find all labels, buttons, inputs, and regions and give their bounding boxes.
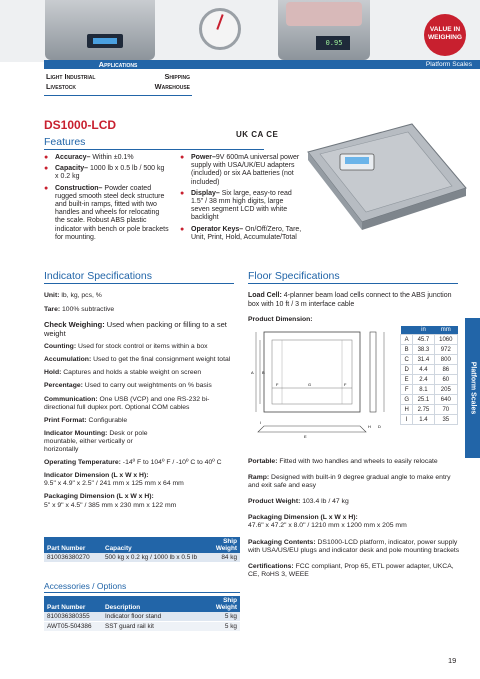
feature-capacity: ● Capacity– 1000 lb x 0.5 lb / 500 kg x 0.2 kg bbox=[44, 165, 169, 181]
svg-text:H: H bbox=[368, 424, 371, 429]
table-row bbox=[44, 622, 240, 632]
feature-construction: ● Construction– Powder coated rugged smooth steel deck structure and built-in ramps, fitted with two handles and wheels for relocating the scale. Robust ABS plastic indicator with bench or pole brackets for mounting. bbox=[44, 185, 169, 242]
applications-box bbox=[44, 60, 192, 96]
features-left bbox=[44, 154, 169, 245]
application-shipping: Shipping bbox=[164, 72, 190, 81]
floor-rule bbox=[248, 283, 458, 284]
spec-portable: Portable: Fitted with two handles and wheels to easily relocate bbox=[248, 458, 438, 465]
dim-letter: C bbox=[401, 355, 413, 365]
dim-inches: 31.4 bbox=[413, 355, 434, 365]
dim-letter: H bbox=[401, 405, 413, 415]
application-livestock: Livestock bbox=[46, 82, 76, 91]
part-number-table bbox=[44, 537, 240, 563]
spec-ramp: Ramp: Designed with built-in 9 degree gradual angle to make entry and exit safe and easy bbox=[248, 474, 451, 490]
load-cell-spec: Load Cell: 4-planner beam load cells connect to the ABS junction box with 10 ft / 3 m interface cable bbox=[248, 292, 452, 308]
spec-print-format: Print Format: Configurable bbox=[44, 416, 128, 424]
svg-text:A: A bbox=[251, 370, 254, 375]
spec-operating-temperature: Operating Temperature: -14º F to 104º F / -10º C to 40º C bbox=[44, 459, 222, 467]
side-tab-label: Platform Scales bbox=[469, 361, 477, 415]
dim-letter: E bbox=[401, 375, 413, 385]
features-right bbox=[180, 154, 302, 245]
dim-mm: 800 bbox=[434, 355, 457, 365]
table-row bbox=[401, 345, 458, 355]
header-photos bbox=[0, 0, 480, 62]
feature-display: ● Display– Six large, easy-to read 1.5" / 38 mm high digits, large seven segment LCD with white backlight bbox=[180, 190, 302, 223]
accessory-description: SST guard rail kit bbox=[102, 622, 210, 632]
floor-specs bbox=[248, 458, 460, 579]
dim-inches: 4.4 bbox=[413, 365, 434, 375]
dim-inches: 1.4 bbox=[413, 415, 434, 425]
dim-mm: 70 bbox=[434, 405, 457, 415]
counting-scale-photo bbox=[278, 0, 370, 60]
table-row bbox=[401, 365, 458, 375]
features-title: Features bbox=[44, 136, 86, 148]
table-row bbox=[401, 405, 458, 415]
svg-text:E: E bbox=[304, 434, 307, 439]
table-row bbox=[401, 395, 458, 405]
dim-letter: G bbox=[401, 395, 413, 405]
platform-scale-photo bbox=[45, 0, 155, 60]
value-badge bbox=[424, 14, 466, 56]
dim-inches: 2.4 bbox=[413, 375, 434, 385]
dim-header-mm: mm bbox=[434, 326, 457, 335]
spec-check-weighing: Check Weighing: Used when packing or filling to a set weight bbox=[44, 320, 227, 339]
product-image bbox=[300, 118, 470, 238]
accessory-description: Indicator floor stand bbox=[102, 612, 210, 622]
spec-percentage: Percentage: Used to carry out weightments on % basis bbox=[44, 382, 212, 390]
accessory-weight: 5 kg bbox=[210, 622, 240, 632]
dim-mm: 972 bbox=[434, 345, 457, 355]
svg-text:D: D bbox=[378, 424, 381, 429]
section-tag-label: Platform Scales bbox=[425, 61, 472, 68]
feature-power: ● Power–9V 600mA universal power supply with USA/UK/EU adapters (included) or six AA batteries (not included) bbox=[180, 154, 302, 187]
spec-accumulation: Accumulation: Used to get the final consignment weight total bbox=[44, 356, 231, 364]
floor-title: Floor Specifications bbox=[248, 270, 340, 282]
spec-indicator-mounting: Indicator Mounting: Desk or pole mountable, either vertically or horizontally bbox=[44, 429, 148, 454]
accessories-header-part: Part Number bbox=[44, 596, 102, 612]
capacity-cell: 500 kg x 0.2 kg / 1000 lb x 0.5 lb bbox=[102, 553, 210, 563]
indicator-rule bbox=[44, 283, 234, 284]
feature-accuracy: ● Accuracy– Within ±0.1% bbox=[44, 154, 169, 162]
accessories-header-weight: Ship Weight bbox=[210, 596, 240, 612]
side-tab bbox=[465, 318, 480, 458]
dial-scale-photo bbox=[185, 0, 255, 60]
dim-mm: 205 bbox=[434, 385, 457, 395]
dim-header-letter bbox=[401, 326, 413, 335]
svg-text:F: F bbox=[344, 382, 347, 387]
dim-inches: 8.1 bbox=[413, 385, 434, 395]
floor-scale-drawing bbox=[300, 118, 470, 238]
badge-line-1: VALUE IN bbox=[429, 26, 461, 33]
table-row bbox=[401, 415, 458, 425]
part-table-header-weight: Ship Weight bbox=[210, 537, 240, 553]
dim-inches: 45.7 bbox=[413, 335, 434, 345]
accessories-header-description: Description bbox=[102, 596, 210, 612]
table-row bbox=[44, 553, 240, 563]
dim-mm: 640 bbox=[434, 395, 457, 405]
table-row bbox=[44, 612, 240, 622]
spec-hold: Hold: Captures and holds a stable weight on screen bbox=[44, 369, 202, 377]
spec-packaging-dimension: Packaging Dimension (L x W x H): 5" x 9" x 4.5" / 385 mm x 230 mm x 122 mm bbox=[44, 493, 177, 509]
spec-floor-packaging-dimension: Packaging Dimension (L x W x H): 47.6" x 47.2" x 8.0" / 1210 mm x 1200 mm x 205 mm bbox=[248, 514, 407, 530]
indicator-title: Indicator Specifications bbox=[44, 270, 152, 282]
spec-tare: Tare: 100% subtractive bbox=[44, 306, 115, 314]
dim-inches: 25.1 bbox=[413, 395, 434, 405]
table-row bbox=[401, 385, 458, 395]
application-light-industrial: Light Industrial bbox=[46, 72, 96, 81]
dim-inches: 38.3 bbox=[413, 345, 434, 355]
accessory-part-number: AWT05-504386 bbox=[44, 622, 102, 632]
accessories-table bbox=[44, 596, 240, 632]
dim-letter: A bbox=[401, 335, 413, 345]
part-table-header-part: Part Number bbox=[44, 537, 102, 553]
table-row bbox=[401, 335, 458, 345]
spec-certifications: Certifications: FCC compliant, Prop 65, ETL power adapter, UKCA, CE, RoHS 3, WEEE bbox=[248, 562, 454, 578]
accessories-rule bbox=[44, 592, 240, 593]
spec-counting: Counting: Used for stock control or items within a box bbox=[44, 343, 208, 351]
features-rule bbox=[44, 149, 264, 150]
spec-product-weight: Product Weight: 103.4 lb / 47 kg bbox=[248, 498, 349, 506]
table-row bbox=[401, 375, 458, 385]
table-row bbox=[401, 355, 458, 365]
applications-title: Applications bbox=[44, 60, 192, 69]
dim-mm: 86 bbox=[434, 365, 457, 375]
floor-scale-dimension-drawing bbox=[248, 326, 400, 442]
svg-text:F: F bbox=[276, 382, 279, 387]
page-number: 19 bbox=[448, 656, 457, 665]
part-table-header bbox=[44, 537, 240, 553]
svg-text:I: I bbox=[260, 420, 262, 425]
dim-mm: 35 bbox=[434, 415, 457, 425]
application-warehouse: Warehouse bbox=[154, 82, 190, 91]
dim-table-header bbox=[401, 326, 458, 335]
model-title: DS1000-LCD bbox=[44, 118, 117, 132]
ship-weight-cell: 84 kg bbox=[210, 553, 240, 563]
svg-text:B: B bbox=[262, 370, 265, 375]
accessories-title: Accessories / Options bbox=[44, 581, 127, 591]
dim-letter: I bbox=[401, 415, 413, 425]
indicator-specs bbox=[44, 292, 234, 510]
accessory-part-number: 810036380355 bbox=[44, 612, 102, 622]
part-number-cell: 810036380270 bbox=[44, 553, 102, 563]
scale-display-readout: 0.95 bbox=[325, 39, 343, 47]
dim-mm: 60 bbox=[434, 375, 457, 385]
dim-inches: 2.75 bbox=[413, 405, 434, 415]
dim-letter: D bbox=[401, 365, 413, 375]
dim-letter: B bbox=[401, 345, 413, 355]
feature-operator-keys: ● Operator Keys– On/Off/Zero, Tare, Unit, Print, Hold, Accumulate/Total bbox=[180, 226, 302, 242]
spec-communication: Communication: One USB (VCP) and one RS-232 bi-directional full duplex port. Optional COM cables bbox=[44, 395, 210, 411]
spec-packaging-contents: Packaging Contents: DS1000-LCD platform, indicator, power supply with USA/US/EU plugs and indicator desk and pole mounting brackets bbox=[248, 538, 460, 554]
section-tag bbox=[192, 60, 480, 69]
dimension-table bbox=[400, 326, 458, 425]
spec-unit: Unit: lb, kg, pcs, % bbox=[44, 292, 102, 299]
accessory-weight: 5 kg bbox=[210, 612, 240, 622]
cert-marks: UK CA CE bbox=[236, 130, 279, 139]
product-dimension-label: Product Dimension: bbox=[248, 316, 313, 323]
accessories-header bbox=[44, 596, 240, 612]
dim-letter: F bbox=[401, 385, 413, 395]
svg-text:G: G bbox=[308, 382, 312, 387]
badge-line-2: WEIGHING bbox=[427, 34, 463, 41]
dim-mm: 1060 bbox=[434, 335, 457, 345]
dimension-drawing bbox=[248, 326, 400, 442]
part-table-header-capacity: Capacity bbox=[102, 537, 210, 553]
spec-indicator-dimension: Indicator Dimension (L x W x H): 9.5" x 4.9" x 2.5" / 241 mm x 125 mm x 64 mm bbox=[44, 472, 184, 488]
dim-header-in: in bbox=[413, 326, 434, 335]
